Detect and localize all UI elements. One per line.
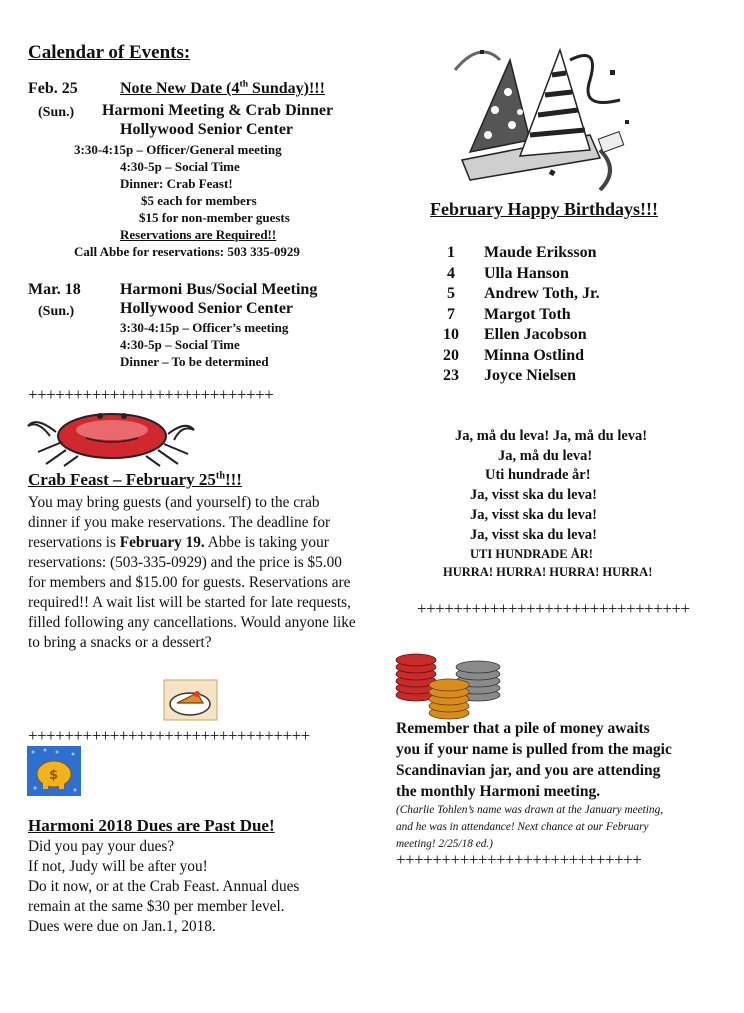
- piggy-bank-icon: [27, 746, 81, 796]
- birthday-day: 20: [443, 346, 459, 364]
- pie-slice-clipart: [163, 679, 218, 721]
- song-line8: HURRA! HURRA! HURRA! HURRA!: [443, 565, 653, 579]
- birthday-day: 5: [447, 285, 455, 302]
- birthdays-title: February Happy Birthdays!!!: [430, 199, 659, 219]
- birthday-name: Margot Toth: [484, 305, 571, 323]
- money-line3: Scandinavian jar, and you are attending: [396, 762, 661, 779]
- feb-venue: Hollywood Senior Center: [120, 121, 294, 138]
- coin-stacks-clipart: [394, 651, 506, 721]
- birthday-day: 4: [447, 264, 455, 282]
- dues-line3: Do it now, or at the Crab Feast. Annual dues: [28, 878, 300, 895]
- feb-line7: Call Abbe for reservations: 503 335-0929: [74, 244, 300, 259]
- dues-line4: remain at the same $30 per member level.: [28, 898, 285, 915]
- crab-feast-title: Crab Feast – February 25th!!!: [28, 470, 242, 489]
- dues-line1: Did you pay your dues?: [28, 838, 175, 855]
- feb-note: Note New Date (4th Sunday)!!!: [120, 78, 325, 97]
- feb-line1: 3:30-4:15p – Officer/General meeting: [74, 142, 282, 157]
- feb-line3: Dinner: Crab Feast!: [120, 176, 233, 191]
- birthday-name: Joyce Nielsen: [484, 367, 576, 384]
- divider: +++++++++++++++++++++++++++: [396, 850, 642, 869]
- divider: +++++++++++++++++++++++++++++++: [28, 726, 310, 745]
- birthday-name: Maude Eriksson: [484, 244, 597, 261]
- birthday-day: 23: [443, 367, 459, 384]
- money-note3: meeting! 2/25/18 ed.): [396, 838, 493, 850]
- party-hats-clipart: [450, 40, 635, 195]
- feb-line5: $15 for non-member guests: [139, 210, 290, 225]
- money-note1: (Charlie Tohlen’s name was drawn at the January meeting,: [396, 804, 664, 816]
- money-note2: and he was in attendance! Next chance at our February: [396, 821, 649, 833]
- birthday-name: Ellen Jacobson: [484, 326, 587, 343]
- birthday-name: Minna Ostlind: [484, 346, 585, 364]
- birthday-name: Ulla Hanson: [484, 264, 569, 282]
- birthday-day: 10: [443, 326, 459, 343]
- divider: +++++++++++++++++++++++++++: [28, 385, 274, 404]
- dues-line5: Dues were due on Jan.1, 2018.: [28, 918, 216, 935]
- crab-clipart: [26, 402, 196, 468]
- money-line4: the monthly Harmoni meeting.: [396, 783, 601, 800]
- birthday-day: 7: [447, 305, 455, 323]
- mar-date: Mar. 18: [28, 281, 81, 298]
- feb-line2: 4:30-5p – Social Time: [120, 159, 240, 174]
- divider: ++++++++++++++++++++++++++++++: [417, 599, 690, 618]
- mar-event: Harmoni Bus/Social Meeting: [120, 281, 318, 298]
- dues-line2: If not, Judy will be after you!: [28, 858, 208, 875]
- mar-line3: Dinner – To be determined: [120, 354, 269, 369]
- song-line3: Uti hundrade år!: [485, 467, 591, 483]
- song-line7: UTI HUNDRADE ÅR!: [470, 547, 593, 561]
- calendar-heading: Calendar of Events:: [28, 42, 191, 63]
- money-line1: Remember that a pile of money awaits: [396, 720, 650, 737]
- song-line4: Ja, visst ska du leva!: [470, 487, 597, 503]
- feb-date: Feb. 25: [28, 80, 78, 97]
- mar-venue: Hollywood Senior Center: [120, 300, 294, 317]
- dues-title: Harmoni 2018 Dues are Past Due!: [28, 816, 275, 835]
- feb-day: (Sun.): [38, 105, 75, 120]
- mar-line2: 4:30-5p – Social Time: [120, 337, 240, 352]
- song-line6: Ja, visst ska du leva!: [470, 527, 597, 543]
- song-line5: Ja, visst ska du leva!: [470, 507, 597, 523]
- money-line2: you if your name is pulled from the magic: [396, 741, 672, 758]
- song-line1: Ja, må du leva! Ja, må du leva!: [455, 428, 648, 444]
- mar-day: (Sun.): [38, 304, 75, 319]
- svg-text:$: $: [49, 768, 59, 783]
- song-line2: Ja, må du leva!: [498, 448, 593, 464]
- birthday-name: Andrew Toth, Jr.: [484, 285, 600, 302]
- crab-feast-paragraph: You may bring guests (and yourself) to the crab dinner if you make reservations. The deadline for reservations is February 19. Abbe is taking your reservations: (503-335-0929) and the price is $5.00 for members and $15.00 for guests. Reservations are required!! A wait list will be started for late requests, filled following any cancellations. Would anyone like to bring a snacks or a dessert?: [28, 494, 356, 651]
- birthday-day: 1: [447, 244, 455, 261]
- feb-event: Harmoni Meeting & Crab Dinner: [102, 102, 334, 119]
- mar-line1: 3:30-4:15p – Officer’s meeting: [120, 320, 289, 335]
- feb-line4: $5 each for members: [141, 193, 257, 208]
- feb-line6: Reservations are Required!!: [120, 227, 277, 242]
